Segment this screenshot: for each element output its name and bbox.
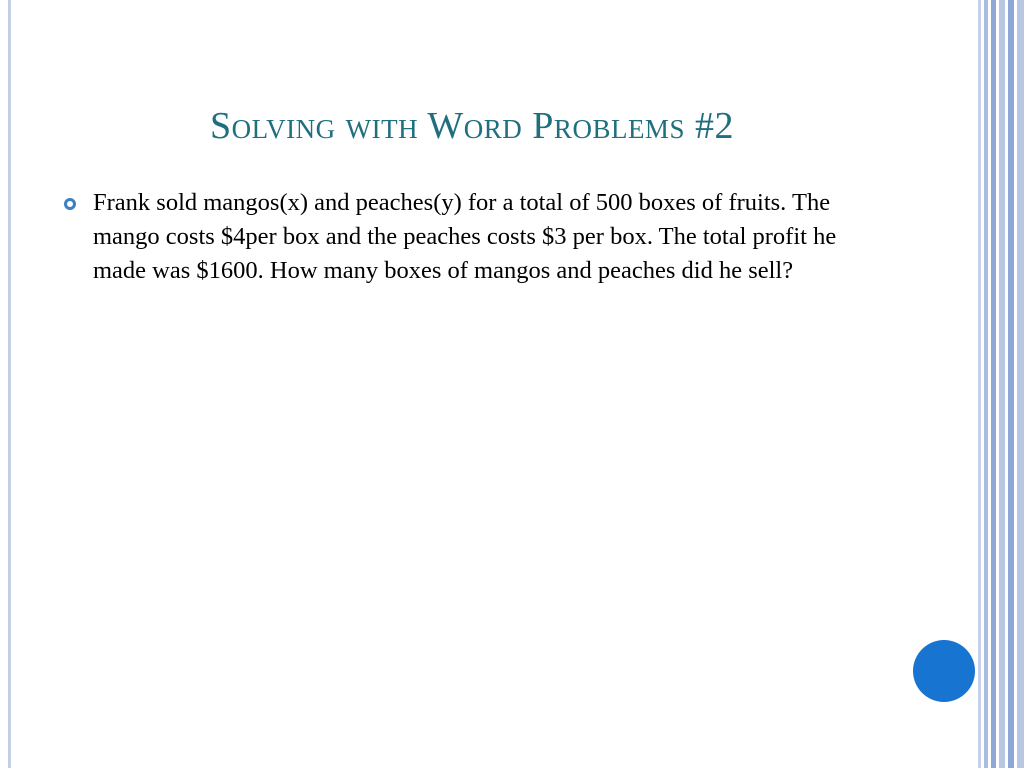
right-border-stripe <box>1017 0 1024 768</box>
right-border-stripe <box>1008 0 1014 768</box>
bullet-item <box>64 186 884 288</box>
slide-content <box>64 186 884 288</box>
slide-title: Solving with Word Problems #2 <box>210 105 734 147</box>
decorative-circle <box>913 640 975 702</box>
right-border-stripe <box>978 0 981 768</box>
right-border-stripe <box>991 0 996 768</box>
bullet-ring-icon <box>64 198 76 210</box>
bullet-text: Frank sold mangos(x) and peaches(y) for a total of 500 boxes of fruits. The mango costs $4per box and the peaches costs $3 per box. The total profit he made was $1600. How many boxes of mangos and peaches did he sell? <box>93 189 837 284</box>
right-border-stripe <box>984 0 988 768</box>
right-border-stripe <box>999 0 1005 768</box>
